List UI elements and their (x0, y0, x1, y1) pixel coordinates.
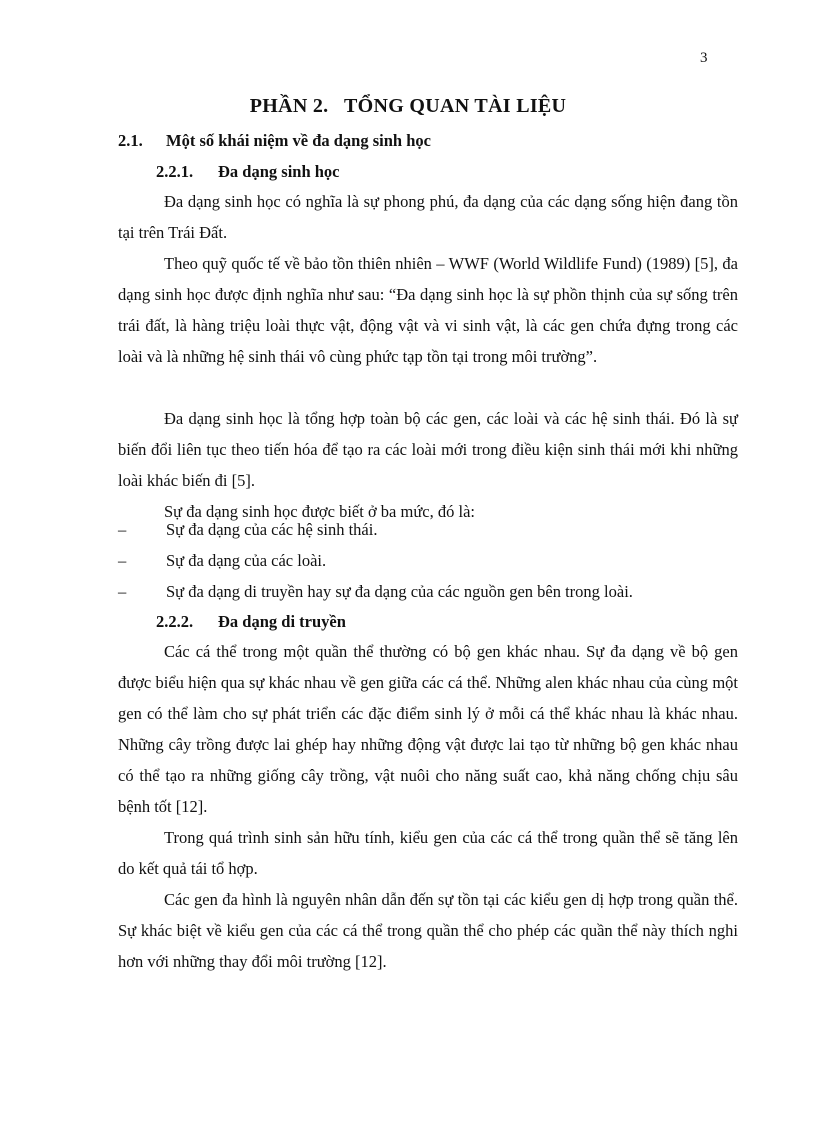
page-number: 3 (700, 50, 708, 66)
list-item (118, 582, 633, 602)
paragraph: Theo quỹ quốc tế về bảo tồn thiên nhiên – WWF (World Wildlife Fund) (1989) [5], đa dạng sinh học được định nghĩa như sau: “Đa dạng sinh học là sự phồn thịnh của sự sống trên trái đất, là hàng triệu loài thực vật, động vật và vi sinh vật, là các gen chứa đựng trong các loài và là những hệ sinh thái vô cùng phức tạp tồn tại trong môi trường”. (118, 254, 738, 366)
list-item-text: Sự đa dạng của các hệ sinh thái. (166, 520, 378, 539)
paragraph: Đa dạng sinh học có nghĩa là sự phong phú, đa dạng của các dạng sống hiện đang tồn tại trên Trái Đất. (118, 192, 738, 242)
section-heading-2-2-2 (156, 612, 346, 632)
section-number: 2.1. (118, 131, 143, 150)
list-item-text: Sự đa dạng di truyền hay sự đa dạng của các nguồn gen bên trong loài. (166, 582, 633, 601)
paragraph: Các gen đa hình là nguyên nhân dẫn đến sự tồn tại các kiểu gen dị hợp trong quần thể. Sự khác biệt về kiểu gen của các cá thể trong quần thể cho phép các quần thể này thích nghi hơn với những thay đổi môi trường [12]. (118, 890, 738, 971)
paragraph: Trong quá trình sinh sản hữu tính, kiểu gen của các cá thể trong quần thể sẽ tăng lên do kết quả tái tổ hợp. (118, 828, 738, 878)
section-heading-2-1 (118, 131, 431, 151)
section-title: Một số khái niệm về đa dạng sinh học (166, 131, 431, 150)
section-number: 2.2.1. (156, 162, 194, 181)
bullet-marker: – (118, 582, 127, 601)
list-item-text: Sự đa dạng của các loài. (166, 551, 327, 570)
bullet-marker: – (118, 520, 127, 539)
section-heading-2-2-1 (156, 162, 340, 182)
bullet-marker: – (118, 551, 127, 570)
chapter-title: PHẦN 2. TỔNG QUAN TÀI LIỆU (249, 95, 567, 117)
section-title: Đa dạng sinh học (218, 162, 340, 181)
section-number: 2.2.2. (156, 612, 194, 631)
paragraph: Các cá thể trong một quần thể thường có bộ gen khác nhau. Sự đa dạng về bộ gen được biểu hiện qua sự khác nhau về gen giữa các cá thể. Những alen khác nhau của cùng một gen có thể làm cho sự phát triển các đặc điểm sinh lý ở mỗi cá thể khác nhau là khác nhau. Những cây trồng được lai ghép hay những động vật được lai tạo từ những bộ gen khác nhau có thể tạo ra những giống cây trồng, vật nuôi cho năng suất cao, khả năng chống chịu sâu bệnh tốt [12]. (118, 642, 738, 816)
list-item (118, 551, 326, 571)
paragraph: Sự đa dạng sinh học được biết ở ba mức, đó là: (164, 502, 475, 521)
paragraph: Đa dạng sinh học là tổng hợp toàn bộ các gen, các loài và các hệ sinh thái. Đó là sự biến đổi liên tục theo tiến hóa để tạo ra các loài mới trong điều kiện sinh thái mới khi những loài khác biến đi [5]. (118, 409, 738, 490)
list-item (118, 520, 377, 540)
section-title: Đa dạng di truyền (218, 612, 346, 631)
